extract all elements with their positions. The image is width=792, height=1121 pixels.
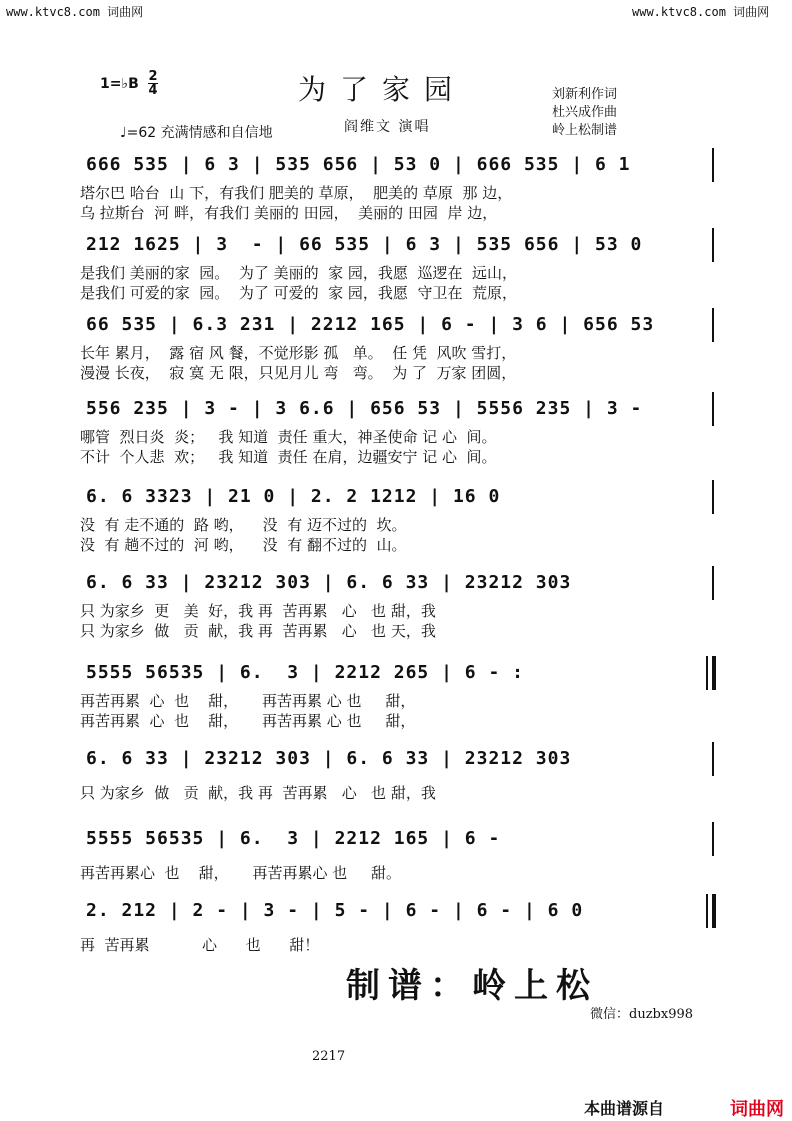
footer-source-text: 本曲谱源自 bbox=[584, 1099, 665, 1118]
system-notes: 66 535 | 6.3 231 | 2212 165 | 6 - | 3 6 | 656 53 bbox=[86, 314, 655, 335]
system-2 bbox=[80, 228, 720, 302]
lyric-line-2: 不计 个人悲 欢； 我 知道 责任 在肩，边疆安宁 记 心 间。 bbox=[80, 448, 497, 466]
system-notes: 212 1625 | 3 - | 66 535 | 6 3 | 535 656 | 53 0 bbox=[86, 234, 643, 255]
system-notes: 6. 6 33 | 23212 303 | 6. 6 33 | 23212 303 bbox=[86, 748, 572, 769]
composer-credit: 杜兴成作曲 bbox=[552, 105, 618, 120]
lyric-line-1: 塔尔巴 哈台 山 下，有我们 肥美的 草原， 肥美的 草原 那 边， bbox=[80, 184, 513, 202]
system-3 bbox=[80, 308, 720, 382]
system-8 bbox=[80, 742, 720, 802]
arranger-signature: 制谱：岭上松 bbox=[346, 966, 598, 1006]
system-6 bbox=[80, 566, 720, 640]
system-4 bbox=[80, 392, 720, 466]
system-end-barline bbox=[712, 566, 714, 600]
lyricist-credit: 刘新利作词 bbox=[552, 87, 618, 102]
song-title: 为了家园 bbox=[298, 73, 467, 106]
final-barline-thin bbox=[706, 894, 708, 928]
singer-credit: 阎维文 演唱 bbox=[344, 119, 431, 135]
lyric-line-1: 再苦再累心 也 甜， 再苦再累心 也 甜。 bbox=[80, 864, 402, 882]
lyric-line-2: 再苦再累 心 也 甜， 再苦再累 心 也 甜， bbox=[80, 712, 416, 730]
system-notes: 2. 212 | 2 - | 3 - | 5 - | 6 - | 6 - | 6 0 bbox=[86, 900, 584, 921]
system-7 bbox=[80, 656, 720, 730]
repeat-barline-thick bbox=[712, 656, 716, 690]
system-notes: 6. 6 33 | 23212 303 | 6. 6 33 | 23212 303 bbox=[86, 572, 572, 593]
system-notes: 5555 56535 | 6. 3 | 2212 165 | 6 - bbox=[86, 828, 501, 849]
system-end-barline bbox=[712, 392, 714, 426]
lyric-line-2: 乌 拉斯台 河 畔，有我们 美丽的 田园， 美丽的 田园 岸 边， bbox=[80, 204, 498, 222]
time-signature-denominator: 4 bbox=[148, 83, 158, 98]
system-notes: 5555 56535 | 6. 3 | 2212 265 | 6 - : bbox=[86, 662, 524, 683]
lyric-line-1: 再 苦再累 心 也 甜！ bbox=[80, 936, 320, 954]
lyric-line-1: 只 为家乡 更 美 好，我 再 苦再累 心 也 甜，我 bbox=[80, 602, 436, 620]
repeat-barline-thin bbox=[706, 656, 708, 690]
system-notes: 6. 6 3323 | 21 0 | 2. 2 1212 | 16 0 bbox=[86, 486, 501, 507]
final-barline-thick bbox=[712, 894, 716, 928]
arranger-credit: 岭上松制谱 bbox=[552, 123, 618, 138]
lyric-line-2: 是我们 可爱的家 园。 为了 可爱的 家 园，我愿 守卫在 荒原， bbox=[80, 284, 517, 302]
system-10 bbox=[80, 894, 720, 954]
time-signature bbox=[148, 70, 158, 97]
site-watermark-right: www.ktvc8.com 词曲网 bbox=[632, 5, 770, 19]
system-end-barline bbox=[712, 148, 714, 182]
page-number: 2217 bbox=[312, 1049, 346, 1064]
system-end-barline bbox=[712, 228, 714, 262]
system-5 bbox=[80, 480, 720, 554]
system-9 bbox=[80, 822, 720, 882]
wechat-id: 微信：duzbx998 bbox=[590, 1007, 694, 1022]
lyric-line-1: 只 为家乡 做 贡 献，我 再 苦再累 心 也 甜，我 bbox=[80, 784, 436, 802]
site-watermark-left: www.ktvc8.com 词曲网 bbox=[6, 5, 144, 19]
tempo-marking: ♩=62 充满情感和自信地 bbox=[120, 125, 273, 141]
lyric-line-1: 长年 累月， 露 宿 风 餐，不觉形影 孤 单。 任 凭 风吹 雪打， bbox=[80, 344, 517, 362]
system-1 bbox=[80, 148, 720, 222]
lyric-line-1: 是我们 美丽的家 园。 为了 美丽的 家 园，我愿 巡逻在 远山， bbox=[80, 264, 517, 282]
system-end-barline bbox=[712, 742, 714, 776]
lyric-line-2: 漫漫 长夜， 寂 寞 无 限，只见月儿 弯 弯。 为 了 万家 团圆， bbox=[80, 364, 517, 382]
system-notes: 556 235 | 3 - | 3 6.6 | 656 53 | 5556 235 | 3 - bbox=[86, 398, 643, 419]
credits-block bbox=[552, 86, 617, 140]
lyric-line-1: 再苦再累 心 也 甜， 再苦再累 心 也 甜， bbox=[80, 692, 416, 710]
lyric-line-1: 没 有 走不通的 路 哟， 没 有 迈不过的 坎。 bbox=[80, 516, 407, 534]
lyric-line-2: 只 为家乡 做 贡 献，我 再 苦再累 心 也 天，我 bbox=[80, 622, 436, 640]
system-end-barline bbox=[712, 822, 714, 856]
system-notes: 666 535 | 6 3 | 535 656 | 53 0 | 666 535 | 6 1 bbox=[86, 154, 631, 175]
lyric-line-2: 没 有 趟不过的 河 哟， 没 有 翻不过的 山。 bbox=[80, 536, 407, 554]
key-signature: 1=♭B bbox=[100, 76, 139, 92]
system-end-barline bbox=[712, 308, 714, 342]
footer-brand-link[interactable]: 词曲网 bbox=[730, 1099, 784, 1120]
lyric-line-1: 哪管 烈日炎 炎； 我 知道 责任 重大，神圣使命 记 心 间。 bbox=[80, 428, 497, 446]
time-signature-numerator: 2 bbox=[148, 69, 158, 84]
system-end-barline bbox=[712, 480, 714, 514]
